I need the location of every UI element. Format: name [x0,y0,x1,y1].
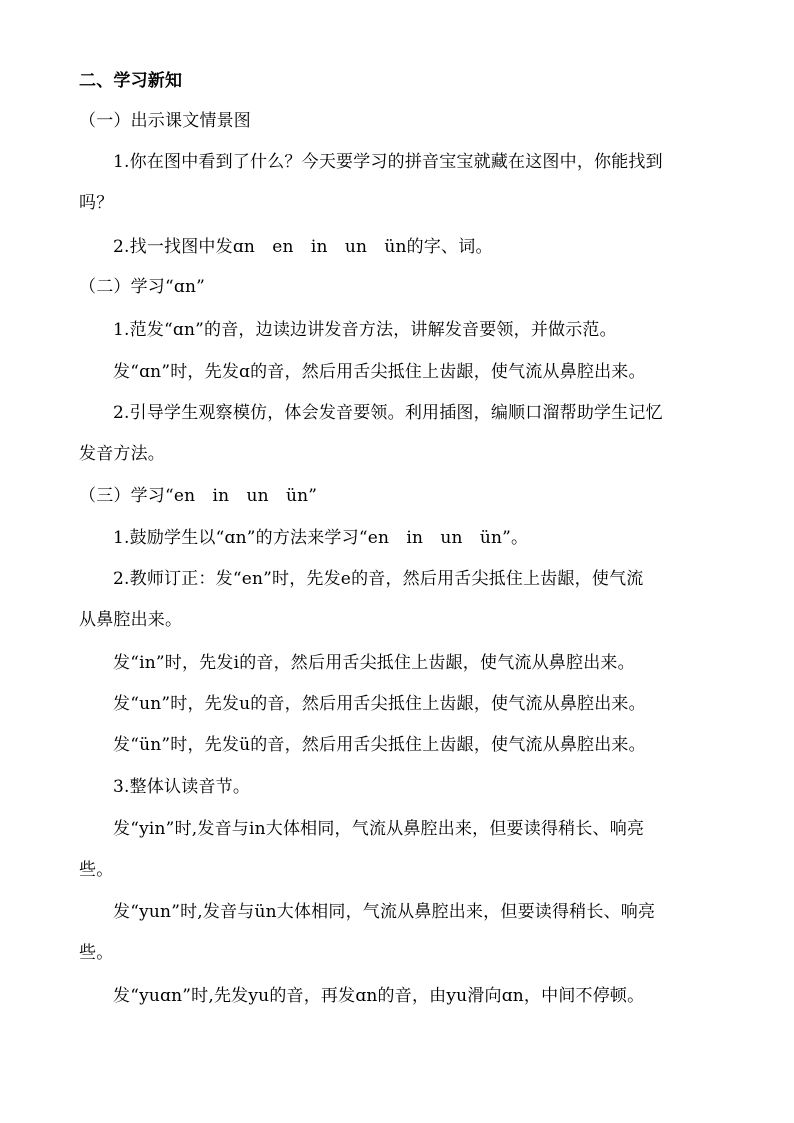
paragraph-line: 发“ɑn”时，先发ɑ的音，然后用舌尖抵住上齿龈，使气流从鼻腔出来。 [113,362,646,382]
section-heading: 二、学习新知 [79,71,183,91]
paragraph-line: 发音方法。 [79,444,165,464]
paragraph-line: 2.引导学生观察模仿，体会发音要领。利用插图，编顺口溜帮助学生记忆 [113,403,663,423]
subsection-title-1: （一）出示课文情景图 [79,111,251,131]
paragraph-line: 些。 [79,943,114,963]
paragraph-line: 1.范发“ɑn”的音，边读边讲发音方法，讲解发音要领，并做示范。 [113,320,617,340]
paragraph-line: 发“un”时，先发u的音，然后用舌尖抵住上齿龈，使气流从鼻腔出来。 [113,694,646,714]
subsection-title-2: （二）学习“ɑn” [79,277,206,297]
paragraph-line: 3.整体认读音节。 [113,777,251,797]
paragraph-line: 吗？ [79,193,114,213]
paragraph-line: 些。 [79,860,114,880]
paragraph-line: 发“yin”时,发音与in大体相同，气流从鼻腔出来，但要读得稍长、响亮 [113,819,645,839]
paragraph-line: 1.你在图中看到了什么？今天要学习的拼音宝宝就藏在这图中，你能找到 [113,152,663,172]
paragraph-line: 发“yun”时,发音与ün大体相同，气流从鼻腔出来，但要读得稍长、响亮 [113,902,656,922]
paragraph-line: 发“in”时，先发i的音，然后用舌尖抵住上齿龈，使气流从鼻腔出来。 [113,653,635,673]
paragraph-line: 发“yuɑn”时,先发yu的音，再发ɑn的音，由yu滑向ɑn，中间不停顿。 [113,986,645,1006]
paragraph-line: 发“ün”时，先发ü的音，然后用舌尖抵住上齿龈，使气流从鼻腔出来。 [113,735,646,755]
paragraph-line: 2.找一找图中发ɑn en in un ün的字、词。 [113,237,493,257]
paragraph-line: 2.教师订正：发“en”时，先发e的音，然后用舌尖抵住上齿龈，使气流 [113,569,644,589]
paragraph-line: 从鼻腔出来。 [79,610,183,630]
subsection-title-3: （三）学习“en in un ün” [79,486,318,506]
paragraph-line: 1.鼓励学生以“ɑn”的方法来学习“en in un ün”。 [113,528,529,548]
